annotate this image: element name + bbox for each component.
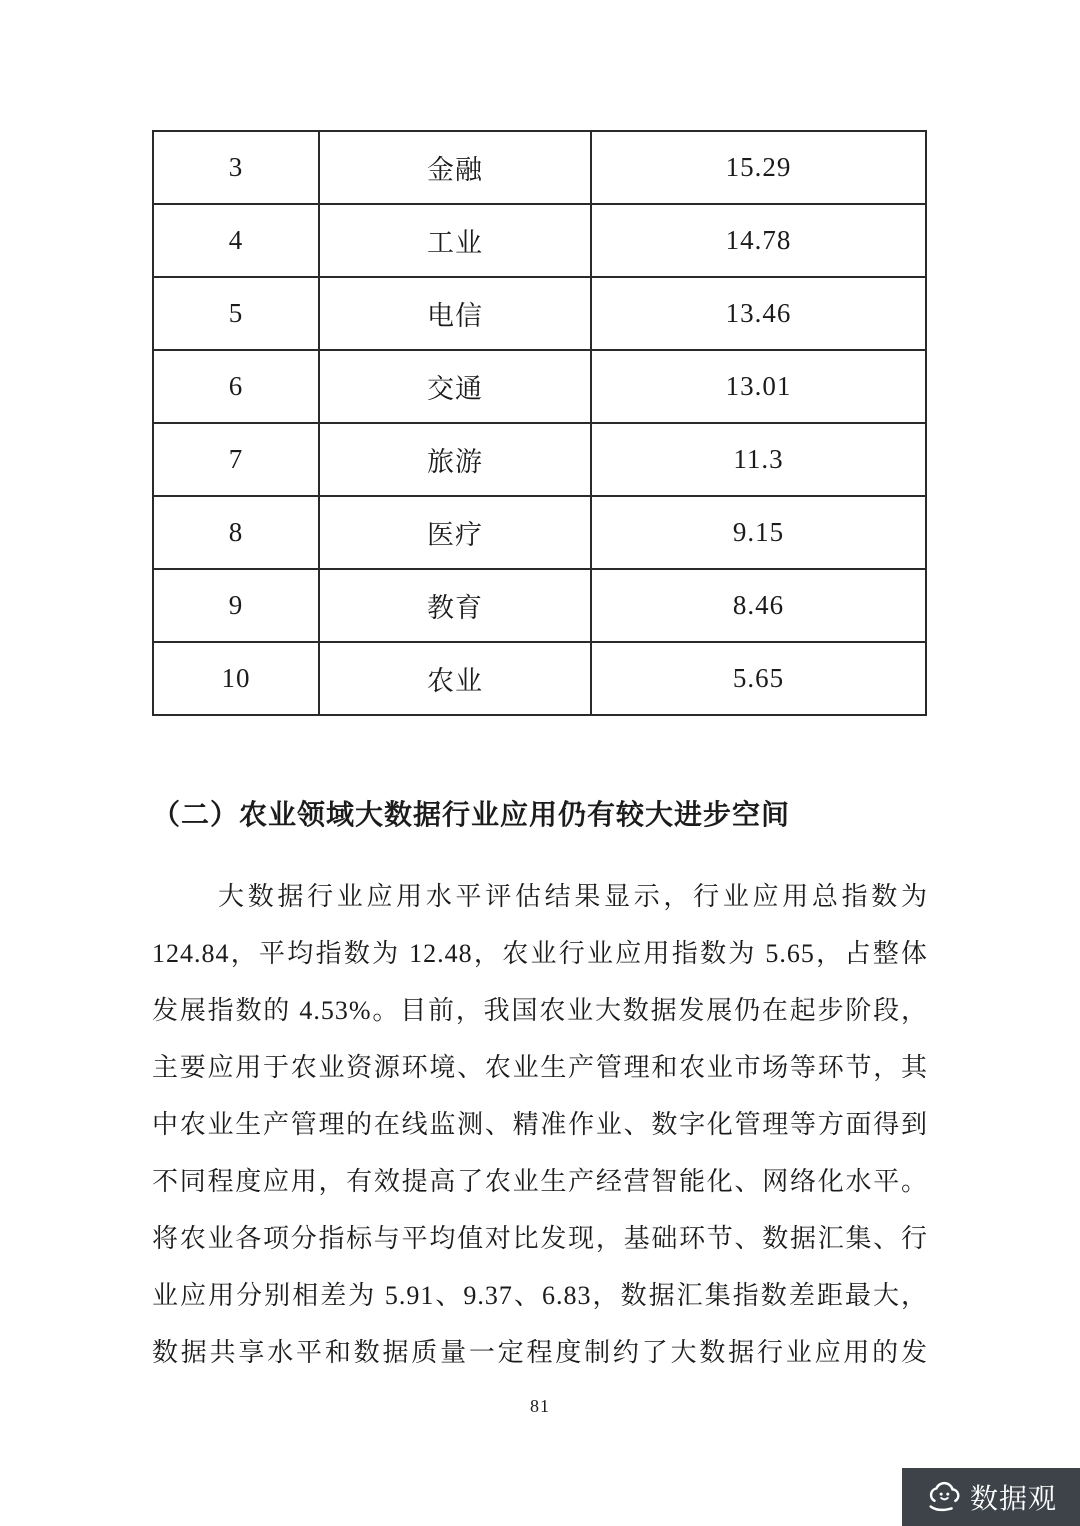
paragraph-line: 主要应用于农业资源环境、农业生产管理和农业市场等环节，其 [152, 1053, 928, 1082]
industry-cell: 金融 [319, 131, 591, 204]
rank-cell: 3 [153, 131, 319, 204]
rank-cell: 10 [153, 642, 319, 715]
table-row [153, 277, 926, 350]
value-cell: 11.3 [591, 423, 926, 496]
rank-cell: 8 [153, 496, 319, 569]
industry-cell: 电信 [319, 277, 591, 350]
value-cell: 5.65 [591, 642, 926, 715]
industry-cell: 农业 [319, 642, 591, 715]
rank-cell: 6 [153, 350, 319, 423]
paragraph-line: 不同程度应用，有效提高了农业生产经营智能化、网络化水平。 [152, 1167, 928, 1196]
rank-cell: 9 [153, 569, 319, 642]
rank-cell: 7 [153, 423, 319, 496]
table-row [153, 350, 926, 423]
value-cell: 13.46 [591, 277, 926, 350]
table-row [153, 204, 926, 277]
industry-cell: 工业 [319, 204, 591, 277]
rank-cell: 5 [153, 277, 319, 350]
value-cell: 9.15 [591, 496, 926, 569]
value-cell: 14.78 [591, 204, 926, 277]
body-paragraph [152, 868, 928, 1381]
brand-watermark [902, 1468, 1080, 1526]
table-row [153, 131, 926, 204]
cloud-logo-icon [925, 1481, 963, 1513]
table-row [153, 569, 926, 642]
paragraph-line: 将农业各项分指标与平均值对比发现，基础环节、数据汇集、行 [152, 1224, 928, 1253]
paragraph-line: 业应用分别相差为 5.91、9.37、6.83，数据汇集指数差距最大， [152, 1281, 928, 1310]
brand-name: 数据观 [969, 1483, 1057, 1514]
industry-cell: 教育 [319, 569, 591, 642]
table-row [153, 423, 926, 496]
paragraph-line: 124.84，平均指数为 12.48，农业行业应用指数为 5.65，占整体 [152, 939, 928, 968]
industry-ranking-table [152, 130, 927, 716]
industry-cell: 医疗 [319, 496, 591, 569]
table-row [153, 642, 926, 715]
rank-cell: 4 [153, 204, 319, 277]
paragraph-line: 发展指数的 4.53%。目前，我国农业大数据发展仍在起步阶段， [152, 996, 928, 1025]
section-heading: （二）农业领域大数据行业应用仍有较大进步空间 [152, 800, 791, 831]
value-cell: 8.46 [591, 569, 926, 642]
paragraph-line: 中农业生产管理的在线监测、精准作业、数字化管理等方面得到 [152, 1110, 928, 1139]
paragraph-line: 数据共享水平和数据质量一定程度制约了大数据行业应用的发 [152, 1338, 928, 1367]
industry-cell: 交通 [319, 350, 591, 423]
table-row [153, 496, 926, 569]
paragraph-line: 大数据行业应用水平评估结果显示，行业应用总指数为 [218, 882, 928, 911]
value-cell: 13.01 [591, 350, 926, 423]
industry-cell: 旅游 [319, 423, 591, 496]
page-number: 81 [530, 1396, 550, 1416]
value-cell: 15.29 [591, 131, 926, 204]
